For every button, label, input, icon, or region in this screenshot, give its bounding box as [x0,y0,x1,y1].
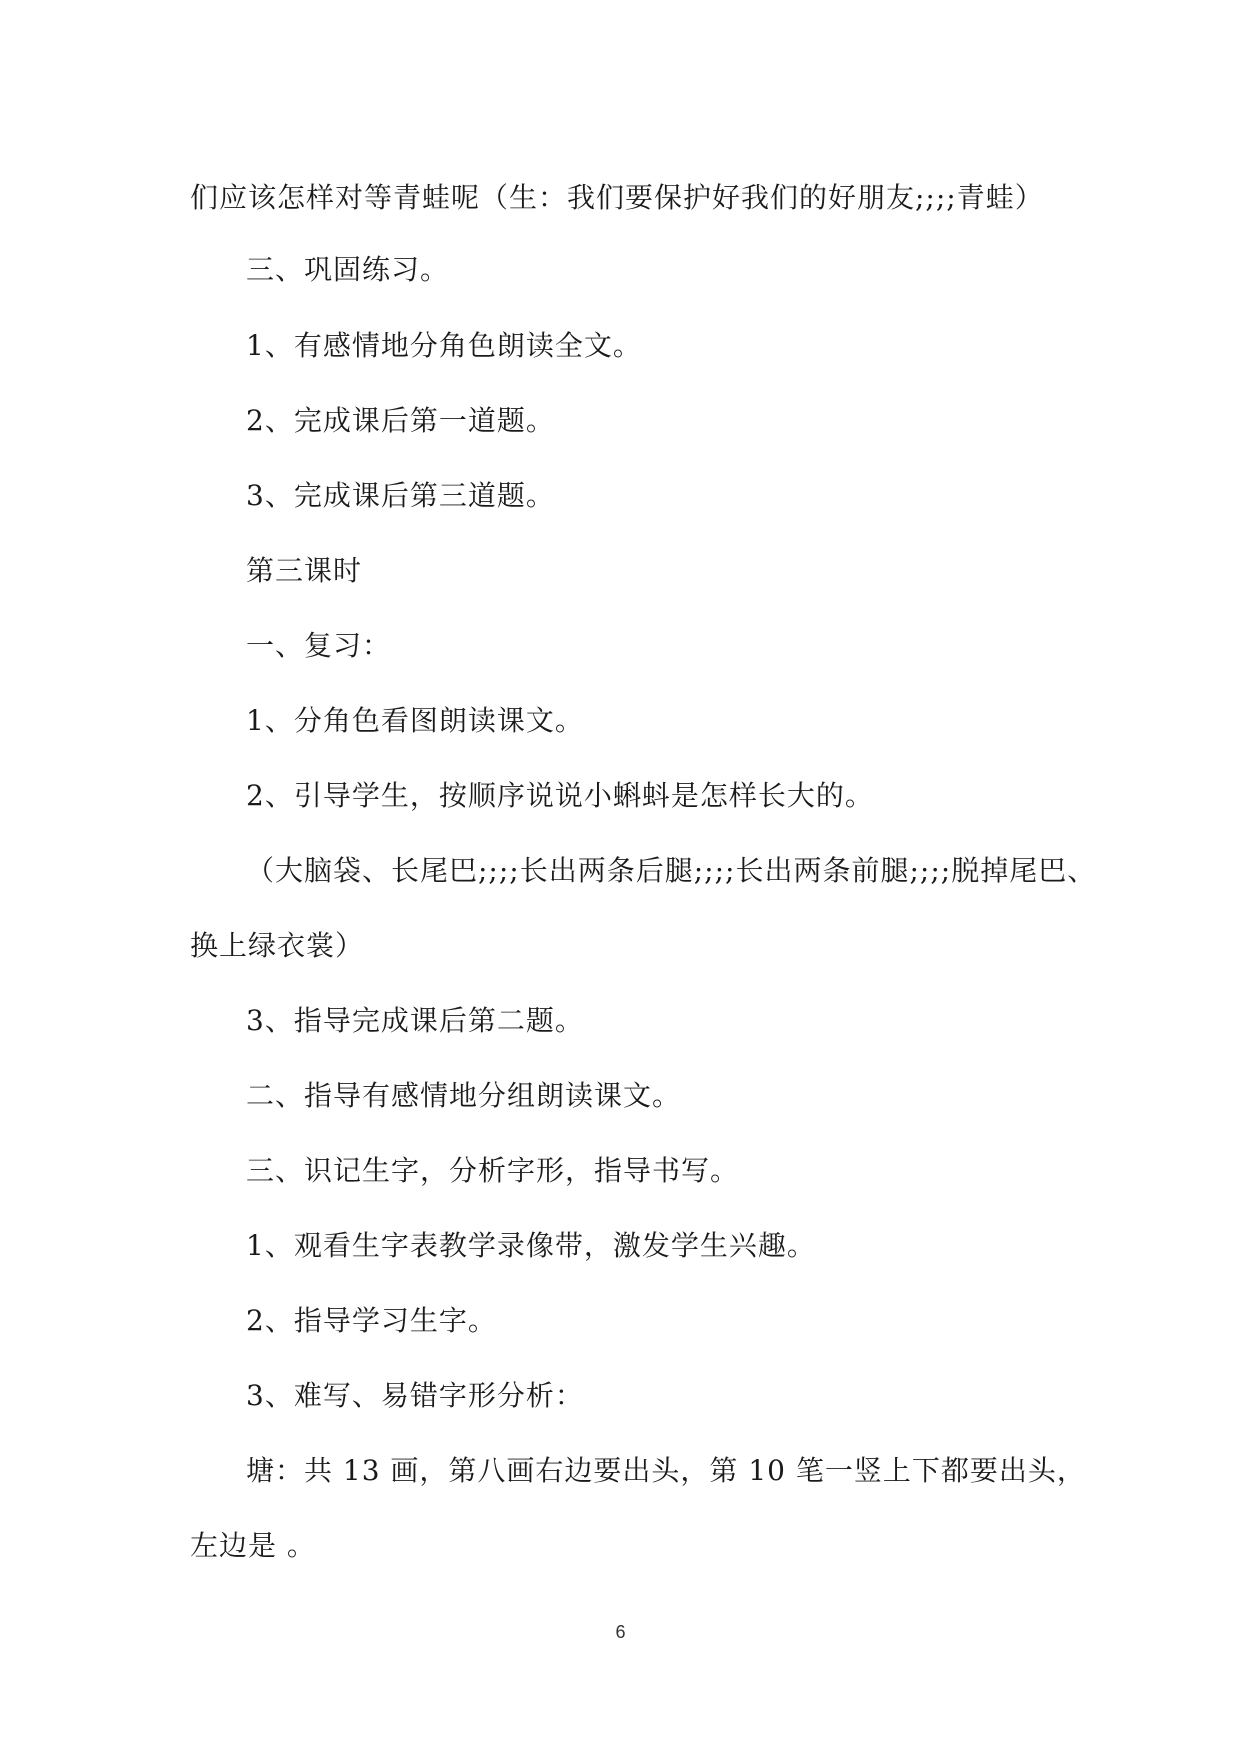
list-item: 1、观看生字表教学录像带，激发学生兴趣。 [246,1229,816,1262]
list-item: 3、指导完成课后第二题。 [246,1004,584,1037]
page-number: 6 [615,1622,626,1642]
text-line: 换上绿衣裳） [190,929,365,962]
list-item: 3、完成课后第三道题。 [246,479,555,512]
section-heading: 三、巩固练习。 [246,253,450,286]
section-heading: 二、指导有感情地分组朗读课文。 [246,1079,682,1112]
list-item: 1、有感情地分角色朗读全文。 [246,329,642,362]
list-item: 1、分角色看图朗读课文。 [246,704,584,737]
text-line: 们应该怎样对等青蛙呢（生：我们要保护好我们的好朋友;;;;青蛙） [190,181,1044,214]
section-heading: 三、识记生字，分析字形，指导书写。 [246,1154,740,1187]
text-line: （大脑袋、长尾巴;;;;长出两条后腿;;;;长出两条前腿;;;;脱掉尾巴、 [246,854,1097,887]
lesson-heading: 第三课时 [246,554,363,587]
section-heading: 一、复习： [246,629,392,662]
list-item: 2、指导学习生字。 [246,1304,497,1337]
list-item: 2、引导学生，按顺序说说小蝌蚪是怎样长大的。 [246,779,874,812]
text-line: 左边是 。 [190,1529,316,1562]
list-item: 3、难写、易错字形分析： [246,1379,584,1412]
text-line: 塘：共 13 画，第八画右边要出头，第 10 笔一竖上下都要出头， [246,1454,1086,1487]
list-item: 2、完成课后第一道题。 [246,404,555,437]
